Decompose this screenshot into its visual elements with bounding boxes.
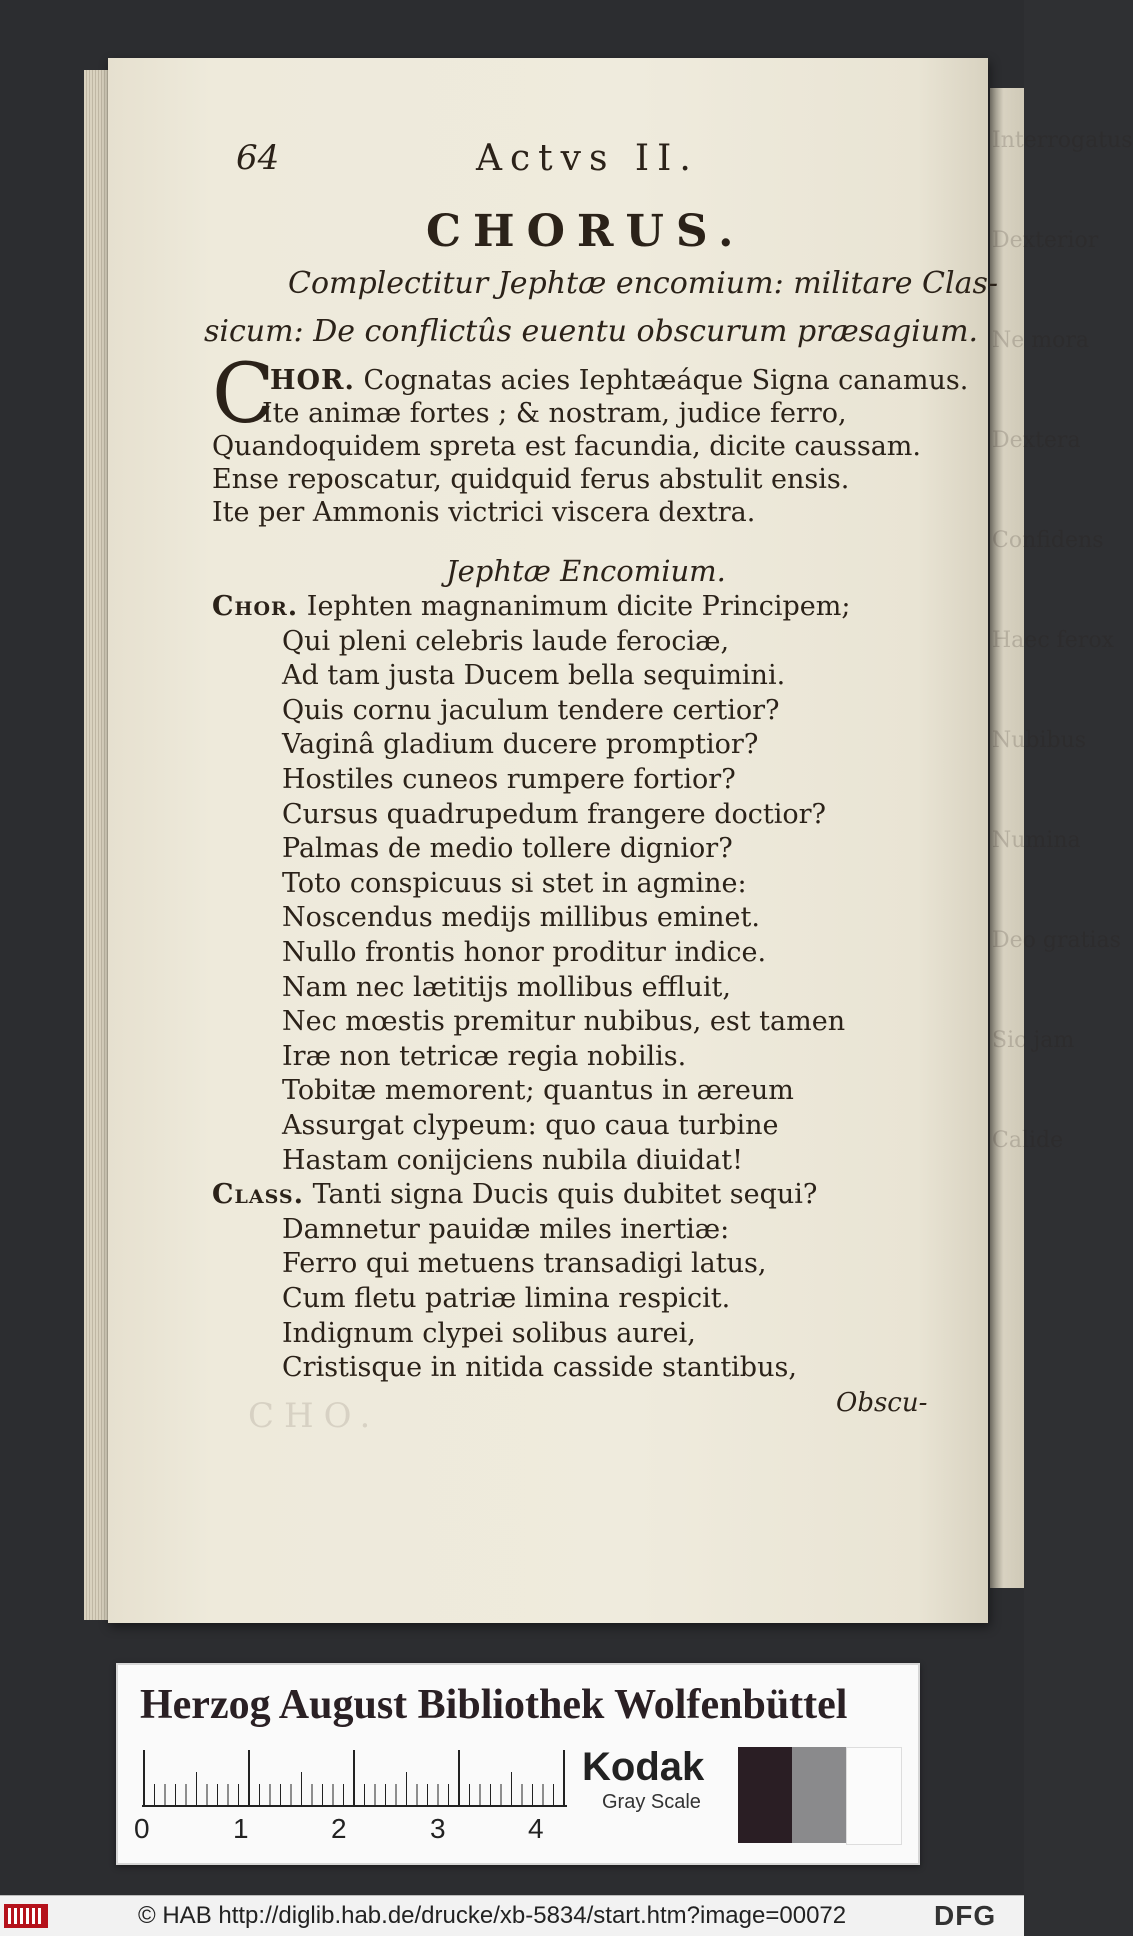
stanza2-line <box>282 728 758 761</box>
stanza2-line <box>282 936 766 969</box>
running-head: Actvs II. <box>476 138 699 179</box>
stanza2-line <box>282 694 780 727</box>
ruler-label: 3 <box>430 1813 446 1844</box>
verse-text: Assurgat clypeum: quo caua turbine <box>282 1110 779 1141</box>
stanza2-line <box>282 971 731 1004</box>
stanza2-line <box>282 659 785 692</box>
stanza2-line <box>282 901 760 934</box>
stanza2-line <box>282 1317 696 1350</box>
verse-text: Toto conspicuus si stet in agmine: <box>282 867 747 899</box>
verse-text: Tobitæ memorent; quantus in æreum <box>282 1075 794 1107</box>
speaker-label: Chor. <box>212 591 299 622</box>
stanza2-line <box>282 832 733 865</box>
verse-text: Ense reposcatur, quidquid ferus abstulit ensis. <box>212 464 850 495</box>
stanza2-line <box>282 1109 779 1142</box>
stanza2-line <box>282 625 729 658</box>
stanza2-line <box>282 1282 730 1315</box>
stanza2-line <box>282 1040 686 1073</box>
stanza2-line <box>282 1074 794 1107</box>
stanza2-line <box>282 1351 797 1384</box>
verse-text: Iephten magnanimum dicite Principem; <box>306 591 851 622</box>
verse-text: Noscendus medijs millibus eminet. <box>282 902 760 934</box>
argument-line-1: Complectitur Jephtæ encomium: militare Clas- <box>288 266 998 301</box>
gray-patch-dark <box>738 1747 792 1843</box>
verse-text: Nec mœstis premitur nubibus, est tamen <box>282 1006 846 1038</box>
stanza2-line <box>212 590 850 623</box>
gray-scale-label: Gray Scale <box>602 1791 701 1813</box>
facing-page-edge: Interrogatus Dexterior Ne mora Dextera Confidens Haec ferox Nubibus Numina Deo gratias Sic jam Calide <box>990 88 1024 1588</box>
speaker-label: HOR. <box>270 365 355 396</box>
verse-text: Cum fletu patriæ limina respicit. <box>282 1283 731 1314</box>
footer-credit-link[interactable]: © HAB http://diglib.hab.de/drucke/xb-5834/start.htm?image=00072 <box>138 1902 847 1929</box>
verse-text: Quandoquidem spreta est facundia, dicite caussam. <box>212 431 921 462</box>
stanza2-line <box>212 1178 817 1211</box>
ruler-label: 0 <box>134 1813 150 1844</box>
argument-line-2: sicum: De conflictûs euentu obscurum præsagium. <box>204 314 979 349</box>
stanza1-line <box>270 364 968 397</box>
stanza2-line <box>282 1213 729 1246</box>
stanza1-line <box>212 496 755 529</box>
page-edges <box>84 70 108 1620</box>
page-number: 64 <box>236 138 280 178</box>
verse-text: Quis cornu jaculum tendere certior? <box>282 694 780 726</box>
stanza1-line <box>262 397 847 430</box>
verse-text: Palmas de medio tollere dignior? <box>282 833 733 865</box>
color-chart-bookplate <box>116 1663 920 1865</box>
stanza1-line <box>212 463 849 496</box>
verse-text: Nam nec lætitijs mollibus effluit, <box>282 971 731 1003</box>
verse-text: Hastam conijciens nubila diuidat! <box>282 1144 744 1176</box>
stanza1-line <box>212 430 921 463</box>
catchword: Obscu- <box>836 1388 928 1418</box>
verse-text: Damnetur pauidæ miles inertiæ: <box>282 1213 730 1245</box>
verse-text: Cristisque in nitida casside stantibus, <box>282 1352 797 1384</box>
section-heading: Jephtæ Encomium. <box>446 554 726 588</box>
gray-patch-mid <box>792 1747 846 1843</box>
verse-text: Cognatas acies Iephtæáque Signa canamus. <box>363 365 969 396</box>
verse-text: Iræ non tetricæ regia nobilis. <box>282 1040 687 1072</box>
ruler-label: 1 <box>233 1813 249 1844</box>
verse-text: Ferro qui metuens transadigi latus, <box>282 1248 767 1280</box>
speaker-label: Class. <box>212 1179 305 1211</box>
verse-text: Indignum clypei solibus aurei, <box>282 1317 696 1349</box>
stanza2-line <box>282 1144 743 1177</box>
footer-bar <box>0 1895 1024 1936</box>
verse-text: Ite per Ammonis victrici viscera dextra. <box>212 497 756 528</box>
stanza2-line <box>282 1247 766 1280</box>
drop-capital: C <box>212 347 275 442</box>
verse-text: Ad tam justa Ducem bella sequimini. <box>282 660 786 692</box>
library-name: Herzog August Bibliothek Wolfenbüttel <box>140 1682 848 1728</box>
ruler-scale <box>142 1749 567 1807</box>
ruler-label: 2 <box>331 1813 347 1844</box>
stanza2-line <box>282 798 826 831</box>
verse-text: Tanti signa Ducis quis dubitet sequi? <box>312 1179 818 1211</box>
verse-text: Qui pleni celebris laude ferociæ, <box>282 625 730 657</box>
show-through-text: CHO. <box>248 1396 381 1436</box>
stanza2-line <box>282 1005 845 1038</box>
verse-text: Vaginâ gladium ducere promptior? <box>282 729 759 761</box>
verse-text: Cursus quadrupedum frangere doctior? <box>282 798 827 830</box>
verse-text: Ite animæ fortes ; & nostram, judice ferro, <box>262 398 847 429</box>
gray-patch-light <box>846 1747 902 1845</box>
ruler-label: 4 <box>528 1813 544 1844</box>
chorus-title: CHORUS. <box>426 206 746 257</box>
hab-logo-icon <box>4 1904 48 1928</box>
verse-text: Nullo frontis honor proditur indice. <box>282 937 767 968</box>
stanza2-line <box>282 867 747 900</box>
verse-text: Hostiles cuneos rumpere fortior? <box>282 764 736 795</box>
kodak-logo: Kodak <box>582 1745 705 1789</box>
dfg-logo: DFG <box>934 1900 997 1931</box>
stanza2-line <box>282 763 736 796</box>
